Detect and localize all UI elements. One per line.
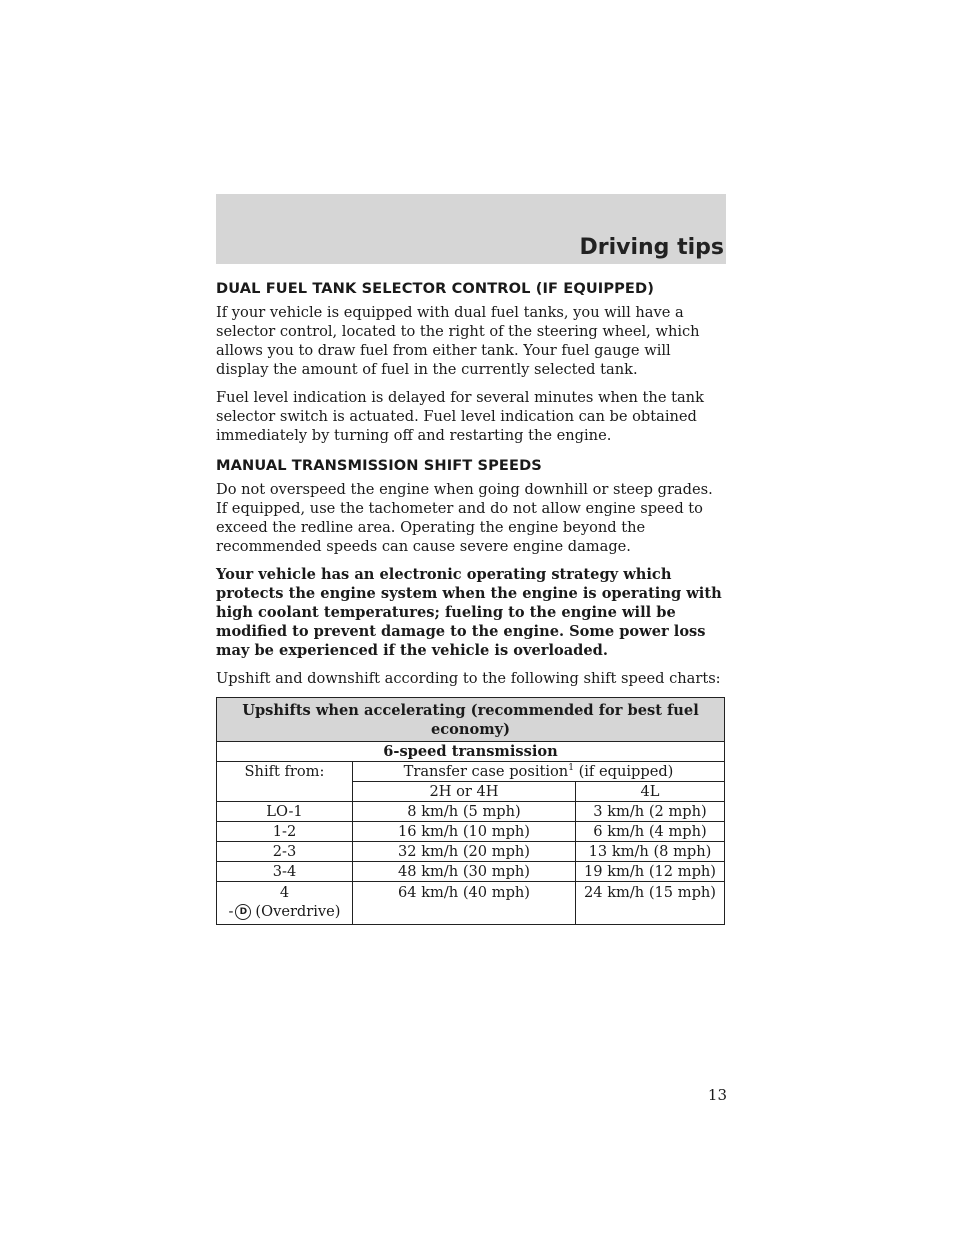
table-row bbox=[217, 802, 725, 822]
table-row bbox=[217, 822, 725, 842]
speed-2h4h-cell: 32 km/h (20 mph) bbox=[353, 842, 576, 862]
overdrive-label: (Overdrive) bbox=[255, 903, 341, 920]
table-row bbox=[217, 862, 725, 882]
dual-fuel-paragraph-2: Fuel level indication is delayed for several minutes when the tank selector switch is actuated. Fuel level indication can be obtained immediately by turning off and restarting the engine. bbox=[216, 389, 704, 444]
speed-4l-cell: 6 km/h (4 mph) bbox=[576, 822, 725, 842]
manual-transmission-heading: MANUAL TRANSMISSION SHIFT SPEEDS bbox=[216, 457, 542, 474]
overdrive-icon: D bbox=[235, 904, 251, 920]
table-subtitle: 6-speed transmission bbox=[217, 742, 725, 762]
transfer-case-label: Transfer case position bbox=[403, 763, 569, 780]
table-caption: Upshifts when accelerating (recommended for best fuel economy) bbox=[217, 698, 725, 742]
dual-fuel-heading: DUAL FUEL TANK SELECTOR CONTROL (IF EQUIPPED) bbox=[216, 280, 654, 297]
speed-4l-cell: 3 km/h (2 mph) bbox=[576, 802, 725, 822]
section-title: Driving tips bbox=[579, 235, 724, 260]
speed-2h4h-cell: 48 km/h (30 mph) bbox=[353, 862, 576, 882]
manual-paragraph-1: Do not overspeed the engine when going downhill or steep grades. If equipped, use the tachometer and do not allow engine speed to exceed the redline area. Operating the engine beyond the recommended speeds can cause severe engine damage. bbox=[216, 481, 713, 555]
column-4l: 4L bbox=[576, 782, 725, 802]
shift-cell: 2-3 bbox=[217, 842, 353, 862]
manual-paragraph-3: Upshift and downshift according to the following shift speed charts: bbox=[216, 670, 721, 687]
table-row bbox=[217, 842, 725, 862]
shift-dash: - bbox=[228, 903, 234, 920]
speed-4l-cell: 19 km/h (12 mph) bbox=[576, 862, 725, 882]
speed-4l-cell: 13 km/h (8 mph) bbox=[576, 842, 725, 862]
speed-2h4h-cell: 8 km/h (5 mph) bbox=[353, 802, 576, 822]
if-equipped-label: (if equipped) bbox=[573, 763, 674, 780]
footnote-mark: 1 bbox=[568, 763, 574, 774]
shift-cell: LO-1 bbox=[217, 802, 353, 822]
manual-paragraph-2-bold: Your vehicle has an electronic operating strategy which protects the engine system when the engine is operating with high coolant temperatures; fueling to the engine will be modified to prevent damage to the engine. Some power loss may be experienced if the vehicle is overloaded. bbox=[216, 566, 722, 659]
table-row bbox=[217, 882, 725, 925]
shift-speed-table bbox=[216, 697, 725, 925]
speed-4l-cell: 24 km/h (15 mph) bbox=[576, 882, 725, 925]
transfer-case-header bbox=[353, 762, 725, 782]
shift-cell-overdrive bbox=[217, 882, 353, 925]
shift-cell: 1-2 bbox=[217, 822, 353, 842]
shift-from-header: Shift from: bbox=[217, 762, 353, 802]
column-2h-4h: 2H or 4H bbox=[353, 782, 576, 802]
header-band bbox=[216, 194, 726, 264]
speed-2h4h-cell: 16 km/h (10 mph) bbox=[353, 822, 576, 842]
shift-4-label: 4 bbox=[279, 884, 290, 901]
dual-fuel-paragraph-1: If your vehicle is equipped with dual fuel tanks, you will have a selector control, located to the right of the steering wheel, which allows you to draw fuel from either tank. Your fuel gauge will display the amount of fuel in the currently selected tank. bbox=[216, 304, 700, 378]
shift-cell: 3-4 bbox=[217, 862, 353, 882]
speed-2h4h-cell: 64 km/h (40 mph) bbox=[353, 882, 576, 925]
page-content bbox=[216, 280, 726, 925]
page-number: 13 bbox=[707, 1086, 727, 1104]
